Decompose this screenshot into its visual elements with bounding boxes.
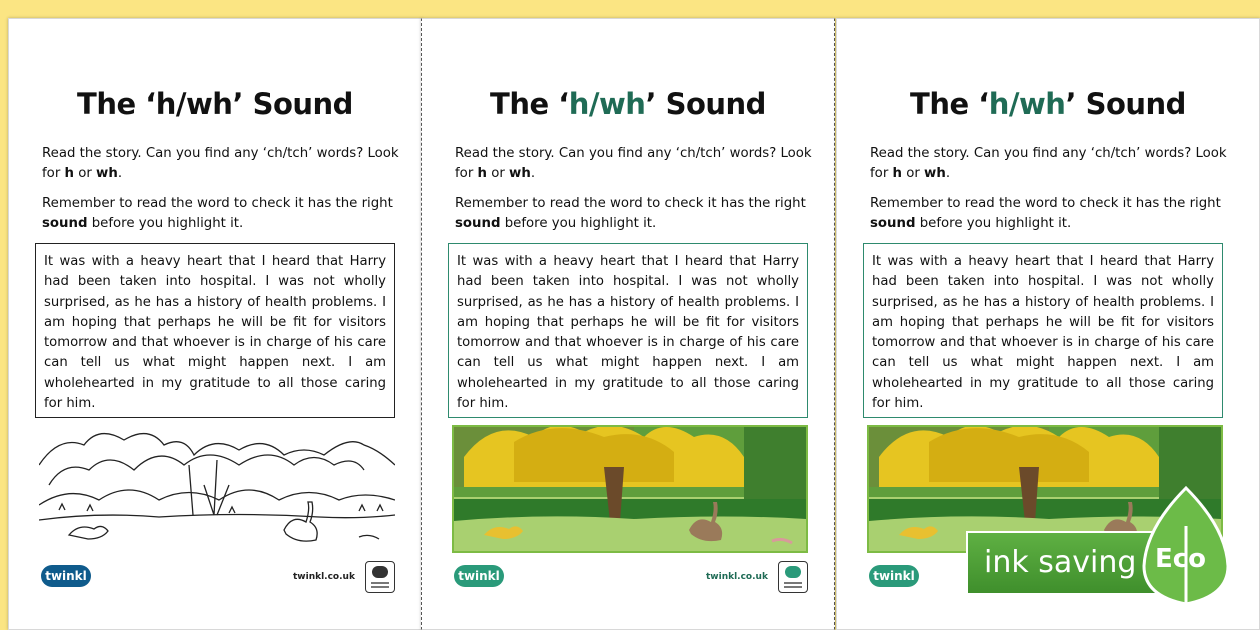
eco-badge-text: Eco	[1155, 544, 1207, 574]
instruction-check: Remember to read the word to check it has the right sound before you highlight it.	[870, 196, 1221, 231]
instruction-find: Read the story. Can you find any ‘ch/tch’ words? Look for h or wh.	[42, 146, 399, 181]
instruction-find: Read the story. Can you find any ‘ch/tch’ words? Look for h or wh.	[870, 146, 1227, 181]
footer-url: twinkl.co.uk	[706, 572, 768, 582]
twinkl-logo: twinkl	[41, 565, 91, 587]
page-title: The ‘h/wh’ Sound	[77, 87, 353, 121]
quality-badge-icon	[365, 561, 395, 593]
garden-illustration-bw	[39, 425, 395, 553]
page-title: The ‘h/wh’ Sound	[490, 87, 766, 121]
story-box: It was with a heavy heart that I heard that Harry had been taken into hospital. I was not wholly surprised, as he has a history of health problems. I am hoping that perhaps he will be fit for visitors tomorrow and that whoever is in charge of his care can tell us what might happen next. I am wholehearted in my gratitude to all those caring for him.	[448, 243, 808, 418]
twinkl-logo: twinkl	[869, 565, 919, 587]
footer-url: twinkl.co.uk	[293, 572, 355, 582]
worksheet-colour	[421, 18, 835, 630]
instruction-find: Read the story. Can you find any ‘ch/tch’ words? Look for h or wh.	[455, 146, 812, 181]
worksheet-bw	[8, 18, 422, 630]
story-box: It was with a heavy heart that I heard that Harry had been taken into hospital. I was not wholly surprised, as he has a history of health problems. I am hoping that perhaps he will be fit for visitors tomorrow and that whoever is in charge of his care can tell us what might happen next. I am wholehearted in my gratitude to all those caring for him.	[35, 243, 395, 418]
ink-saving-label: ink saving	[984, 545, 1137, 580]
garden-illustration-colour	[452, 425, 808, 553]
page-title: The ‘h/wh’ Sound	[910, 87, 1186, 121]
story-box: It was with a heavy heart that I heard that Harry had been taken into hospital. I was not wholly surprised, as he has a history of health problems. I am hoping that perhaps he will be fit for visitors tomorrow and that whoever is in charge of his care can tell us what might happen next. I am wholehearted in my gratitude to all those caring for him.	[863, 243, 1223, 418]
twinkl-logo: twinkl	[454, 565, 504, 587]
instruction-check: Remember to read the word to check it has the right sound before you highlight it.	[455, 196, 806, 231]
quality-badge-icon	[778, 561, 808, 593]
instruction-check: Remember to read the word to check it has the right sound before you highlight it.	[42, 196, 393, 231]
